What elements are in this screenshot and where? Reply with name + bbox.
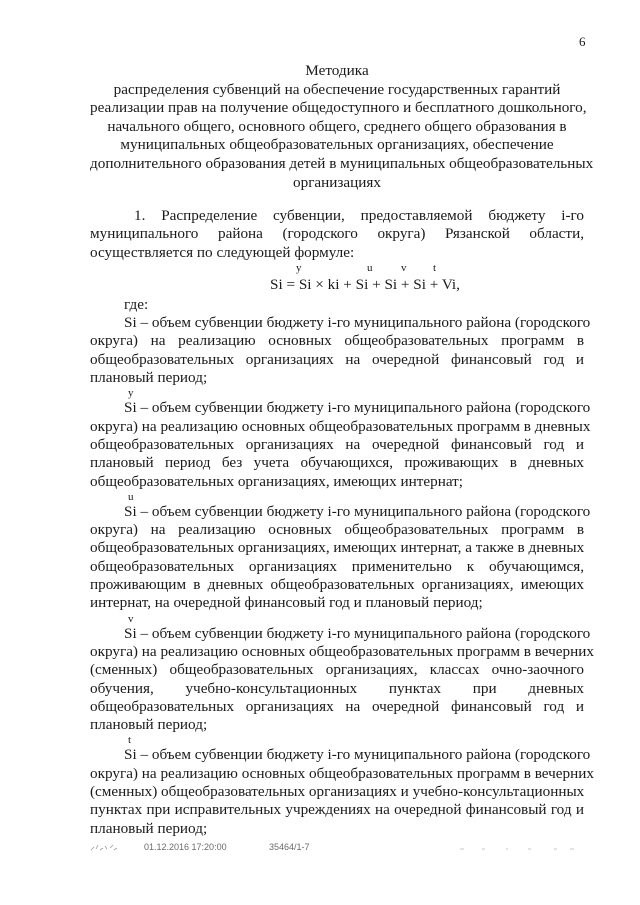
clause-line: осуществляется по следующей формуле:	[90, 243, 355, 261]
formula-superscripts	[90, 262, 584, 274]
definition-4	[90, 612, 594, 735]
definition-superscript-row	[90, 491, 584, 503]
definition-line: плановый период;	[90, 819, 208, 837]
definition-line: Si – объем субвенции бюджету i-го муниципального района (городского	[124, 746, 591, 764]
definition-line: плановый период;	[90, 369, 208, 387]
formula-block	[90, 262, 584, 296]
scan-marks-icon	[458, 846, 578, 852]
formula-sup: v	[401, 261, 407, 274]
title-line: Методика	[305, 62, 369, 79]
definition-line: пунктах при исправительных учреждениях на очередной финансовый год и	[90, 801, 584, 819]
definition-line: Si – объем субвенции бюджету i-го муниципального района (городского	[124, 314, 591, 332]
title-line: реализации прав на получение общедоступного и бесплатного дошкольного,	[90, 99, 587, 117]
definition-line: общеобразовательных организациях на очередной финансовый год и	[90, 435, 584, 453]
definition-line: (сменных) общеобразовательных организациях и учебно-консультационных	[90, 783, 585, 801]
definition-line: Si – объем субвенции бюджету i-го муниципального района (городского	[124, 399, 591, 417]
formula: Si = Si × ki + Si + Si + Si + Vi,	[270, 275, 460, 293]
definition-line: обучения, учебно-консультационных пунктах при дневных	[90, 679, 584, 697]
definition-line: Si – объем субвенции бюджету i-го муниципального района (городского	[124, 624, 591, 642]
footer-timestamp: 01.12.2016 17:20:00	[144, 842, 227, 852]
formula-sup: у	[296, 261, 302, 274]
definition-3	[90, 490, 591, 613]
clause-1	[90, 207, 584, 262]
footer-doc-code: 35464/1-7	[269, 842, 310, 852]
definition-line: округа) на реализацию основных общеобразовательных программ в дневных	[90, 417, 591, 435]
definition-line: округа) на реализацию основных общеобразовательных программ в	[90, 332, 584, 350]
definition-line: округа) на реализацию основных общеобразовательных программ в вечерних	[90, 642, 594, 660]
definition-line: интернат, на очередной финансовый год и плановый период;	[90, 594, 483, 612]
definition-5	[90, 734, 594, 837]
definition-superscript-row	[90, 387, 584, 399]
definition-line: общеобразовательных организациях на очередной финансовый год и	[90, 350, 584, 368]
title-line: организациях	[293, 173, 381, 191]
definition-superscript-row	[90, 734, 584, 746]
definition-line: общеобразовательных организациях, имеющих интернат;	[90, 472, 464, 490]
definition-line: общеобразовательных организациях на очередной финансовый год и	[90, 697, 584, 715]
document-body	[90, 207, 594, 838]
definition-1	[90, 314, 591, 387]
definition-line: округа) на реализацию основных общеобразовательных программ в вечерних	[90, 764, 594, 782]
definition-line: общеобразовательных организациях применительно к обучающимся,	[90, 557, 584, 575]
definition-line: общеобразовательных организациях, имеющих интернат, а также в дневных	[90, 539, 585, 557]
clause-line: 1. Распределение субвенции, предоставляемой бюджету i-го	[134, 207, 584, 224]
scan-stamp-icon	[90, 842, 118, 852]
definition-sup: u	[128, 490, 134, 503]
definition-superscript-row	[90, 613, 584, 625]
definition-line: (сменных) общеобразовательных организациях, классах очно-заочного	[90, 661, 584, 679]
definition-2	[90, 387, 591, 490]
clause-line: муниципального района (городского округа) Рязанской области,	[90, 225, 584, 243]
formula-sup: t	[433, 261, 437, 274]
definition-line: плановый период без учета обучающихся, проживающих в дневных	[90, 454, 584, 472]
formula-sup: u	[367, 261, 373, 274]
title-line: муниципальных общеобразовательных организациях, обеспечение	[120, 136, 554, 154]
definition-sup: t	[128, 734, 132, 747]
methodology-title	[90, 62, 594, 192]
title-line: распределения субвенций на обеспечение государственных гарантий	[113, 80, 561, 98]
definition-line: округа) на реализацию основных общеобразовательных программ в	[90, 521, 584, 539]
where-label: где:	[124, 295, 149, 313]
definition-line: плановый период;	[90, 716, 208, 734]
definition-sup: v	[128, 612, 134, 625]
title-line: дополнительного образования детей в муниципальных общеобразовательных	[90, 154, 594, 172]
definition-line: Si – объем субвенции бюджету i-го муниципального района (городского	[124, 502, 591, 520]
definition-sup: у	[128, 387, 134, 400]
title-line: начального общего, основного общего, среднего общего образования в	[107, 117, 567, 135]
page-number: 6	[579, 34, 586, 49]
definition-line: проживающим в дневных общеобразовательных организациях, имеющих	[90, 576, 584, 594]
